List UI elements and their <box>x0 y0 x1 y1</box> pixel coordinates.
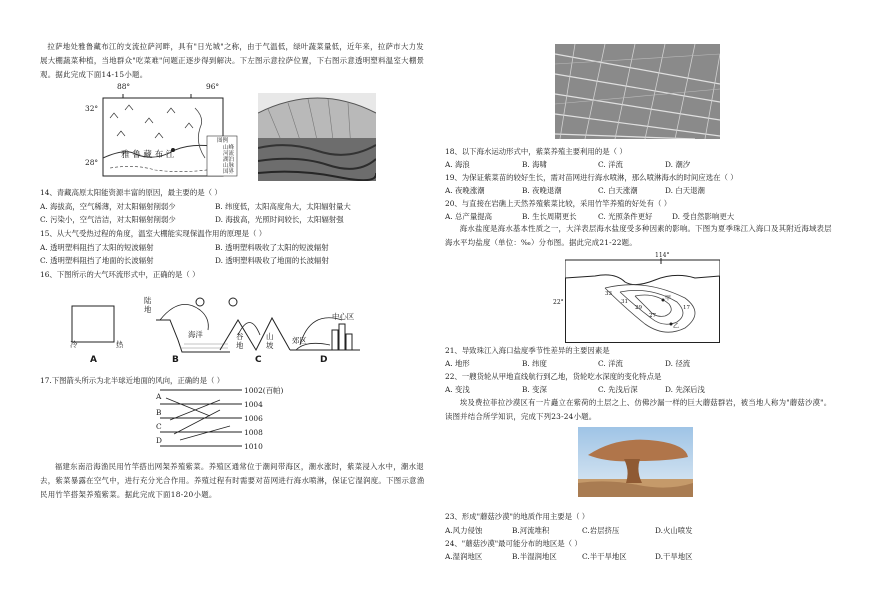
map-legend-2: 河流 <box>223 151 235 157</box>
q21-option-c[interactable]: C. 洋流 <box>598 359 623 368</box>
circ-c-mountain: 山坡 <box>266 332 274 350</box>
q18-option-a[interactable]: A. 海浪 <box>445 160 470 169</box>
circ-label-a: A <box>90 355 97 365</box>
map-legend-5: 国界 <box>223 169 235 175</box>
q18-option-b[interactable]: B. 海啸 <box>522 160 547 169</box>
isobar-1010: 1010 <box>244 442 263 451</box>
salinity-lat: 22° <box>553 299 564 306</box>
q22-stem: 22、一艘货轮从甲地直线航行到乙地，货轮吃水深度的变化特点是 <box>445 372 662 381</box>
circ-a-cold: 冷 <box>70 340 78 349</box>
q15-option-a[interactable]: A. 透明塑料阻挡了太阳的短波辐射 <box>40 243 154 252</box>
q21-stem: 21、导致珠江入海口盐度季节性差异的主要因素是 <box>445 346 610 355</box>
circ-b-ocean: 海洋 <box>188 330 203 339</box>
q15-option-c[interactable]: C. 透明塑料阻挡了地面的长波辐射 <box>40 256 154 265</box>
isobar-arrow-d: D <box>156 436 162 445</box>
circulation-diagrams <box>60 290 370 370</box>
q18-option-c[interactable]: C. 洋流 <box>598 160 623 169</box>
q20-option-a[interactable]: A. 总产量提高 <box>445 212 492 221</box>
q22-option-b[interactable]: B. 变深 <box>522 385 547 394</box>
isobar-1006: 1006 <box>244 414 263 423</box>
isobar-1004: 1004 <box>244 400 263 409</box>
q20-option-c[interactable]: C. 光照条件更好 <box>598 212 653 221</box>
q14-option-c[interactable]: C. 污染小，空气洁洁，对太阳辐射削弱少 <box>40 215 176 224</box>
salinity-point-yi: 乙 <box>673 323 680 330</box>
q14-stem: 14、青藏高原太阳能资源丰富的原因，最主要的是（ ） <box>40 188 222 197</box>
q18-option-d[interactable]: D. 潮汐 <box>665 160 691 169</box>
salinity-point-jia: 甲 <box>665 295 672 302</box>
q24-option-c[interactable]: C.半干旱地区 <box>582 552 627 561</box>
salinity-isoline-29: 29 <box>635 305 642 311</box>
q15-option-d[interactable]: D. 透明塑料吸收了地面的长波辐射 <box>215 256 329 265</box>
isobar-figure <box>150 386 284 456</box>
circ-label-c: C <box>255 355 262 365</box>
q15-stem: 15、从大气受热过程的角度，温室大棚能实现保温作用的原理是（ ） <box>40 229 267 238</box>
q19-option-d[interactable]: D. 白天退潮 <box>665 186 705 195</box>
intro-23-24: 埃及费拉菲拉沙漠区有一片矗立在紫荷的土层之上、仿佛沙漏一样的巨大蘑菇群岩，被当地人称为"蘑菇沙漠"。读图并结合所学知识，完成下列23-24小题。 <box>445 398 832 421</box>
q24-option-a[interactable]: A.湿润地区 <box>445 552 483 561</box>
q24-stem: 24、"蘑菇沙漠"最可能分布的地区是（ ） <box>445 539 582 548</box>
q21-option-a[interactable]: A. 地形 <box>445 359 470 368</box>
q20-option-b[interactable]: B. 生长周期更长 <box>522 212 577 221</box>
circ-b-land: 陆地 <box>144 296 152 314</box>
lhasa-location-map <box>85 82 255 180</box>
intro-18-20: 福建东南沿海渔民用竹竿搭出网架养殖紫菜。养殖区通常位于潮间带海区，潮水涨时，紫菜浸入水中，潮水退去，紫菜暴露在空气中，进行充分光合作用。养殖过程有时需要对苗网进行海水喷淋，保证它湿润度。下图示意渔民用竹竿搭架养殖紫菜。据此完成下面18-20小题。 <box>40 462 425 499</box>
q23-option-a[interactable]: A.风力侵蚀 <box>445 526 483 535</box>
map-legend-title: 图例 <box>217 138 229 144</box>
mushroom-rock-photo <box>578 427 693 497</box>
greenhouse-photo <box>258 93 376 181</box>
q23-stem: 23、形成"蘑菇沙漠"的地质作用主要是（ ） <box>445 512 590 521</box>
q17-stem: 17.下图箭头所示为北半球近地面的风向，正确的是（ ） <box>40 376 225 385</box>
q16-stem: 16、下图所示的大气环流形式中，正确的是（ ） <box>40 270 200 279</box>
seaweed-net-photo <box>555 44 720 139</box>
q19-option-a[interactable]: A. 夜晚涨潮 <box>445 186 485 195</box>
salinity-isoline-33: 33 <box>605 291 612 297</box>
isobar-arrow-c: C <box>156 422 162 431</box>
intro-21-22: 海水盐度是海水基本性质之一，大洋表层海水盐度受多种因素的影响。下图为夏季珠江入海口及其附近海域表层海水平均盐度（单位：‰）分布图。据此完成21-22题。 <box>445 224 832 247</box>
q14-option-b[interactable]: B. 纬度低，太阳高度角大，太阳辐射量大 <box>215 202 351 211</box>
q23-option-b[interactable]: B.河流堆积 <box>512 526 550 535</box>
q22-option-d[interactable]: D. 先深后浅 <box>665 385 705 394</box>
q21-option-b[interactable]: B. 纬度 <box>522 359 547 368</box>
circ-a-hot: 热 <box>116 340 124 349</box>
q21-option-d[interactable]: D. 径流 <box>665 359 691 368</box>
q20-option-d[interactable]: D. 受自然影响更大 <box>672 212 735 221</box>
salinity-isoline-17: 17 <box>683 305 690 311</box>
salinity-map <box>553 252 720 343</box>
circ-d-center: 中心区 <box>332 312 355 321</box>
q18-stem: 18、以下海水运动形式中，紫菜养殖主要利用的是（ ） <box>445 147 627 156</box>
q19-option-c[interactable]: C. 白天涨潮 <box>598 186 638 195</box>
map-lon-96: 96° <box>206 82 220 91</box>
q14-option-a[interactable]: A. 海拔高，空气稀薄，对太阳辐射削弱少 <box>40 202 176 211</box>
circ-c-valley: 谷地 <box>236 332 244 350</box>
intro-14-15: 拉萨地处雅鲁藏布江的支流拉萨河畔，具有"日光城"之称，由于气温低，绿叶蔬菜量低，近年来，拉萨市大力发展大棚蔬菜种植，当地群众"吃菜难"问题正逐步得到解决。下左图示意拉萨位置，下右图示意透明塑料温室大棚景观。据此完成下面14-15小题。 <box>40 42 425 79</box>
salinity-isoline-27: 27 <box>649 313 656 319</box>
q22-option-a[interactable]: A. 变浅 <box>445 385 470 394</box>
map-legend-3: 湖泊 <box>223 157 235 163</box>
q15-option-b[interactable]: B. 透明塑料吸收了太阳的短波辐射 <box>215 243 329 252</box>
isobar-arrow-b: B <box>156 408 162 417</box>
map-lat-28: 28° <box>85 158 99 167</box>
map-legend-4: 山脉 <box>223 163 235 169</box>
map-lon-88: 88° <box>117 82 131 91</box>
q20-stem: 20、与直接在岩礁上天然养殖紫菜比较，采用竹竿养殖的好处有（ ） <box>445 199 672 208</box>
salinity-lon: 114° <box>655 252 670 259</box>
isobar-1008: 1008 <box>244 428 263 437</box>
map-river-label: 雅 鲁 藏 布 江 <box>121 150 175 160</box>
q22-option-c[interactable]: C. 先浅后深 <box>598 385 638 394</box>
q19-stem: 19、为保证紫菜苗的较好生长，需对苗网进行海水喷淋，那么喷淋海水的时间应选在（ ） <box>445 173 738 182</box>
map-lat-32: 32° <box>85 104 99 113</box>
isobar-arrow-a: A <box>156 392 162 401</box>
q14-option-d[interactable]: D. 海拔高，光照时间较长，太阳辐射强 <box>215 215 344 224</box>
q23-option-c[interactable]: C.岩层挤压 <box>582 526 620 535</box>
circ-d-suburb: 郊区 <box>292 336 307 345</box>
isobar-1002: 1002(百帕) <box>244 386 284 395</box>
circ-label-b: B <box>172 355 179 365</box>
q24-option-d[interactable]: D.干旱地区 <box>655 552 693 561</box>
salinity-isoline-31: 31 <box>621 299 628 305</box>
q23-option-d[interactable]: D.火山喷发 <box>655 526 693 535</box>
map-legend-1: 山峰 <box>223 145 235 151</box>
circ-label-d: D <box>320 355 328 365</box>
q24-option-b[interactable]: B.半湿润地区 <box>512 552 557 561</box>
q19-option-b[interactable]: B. 夜晚退潮 <box>522 186 562 195</box>
